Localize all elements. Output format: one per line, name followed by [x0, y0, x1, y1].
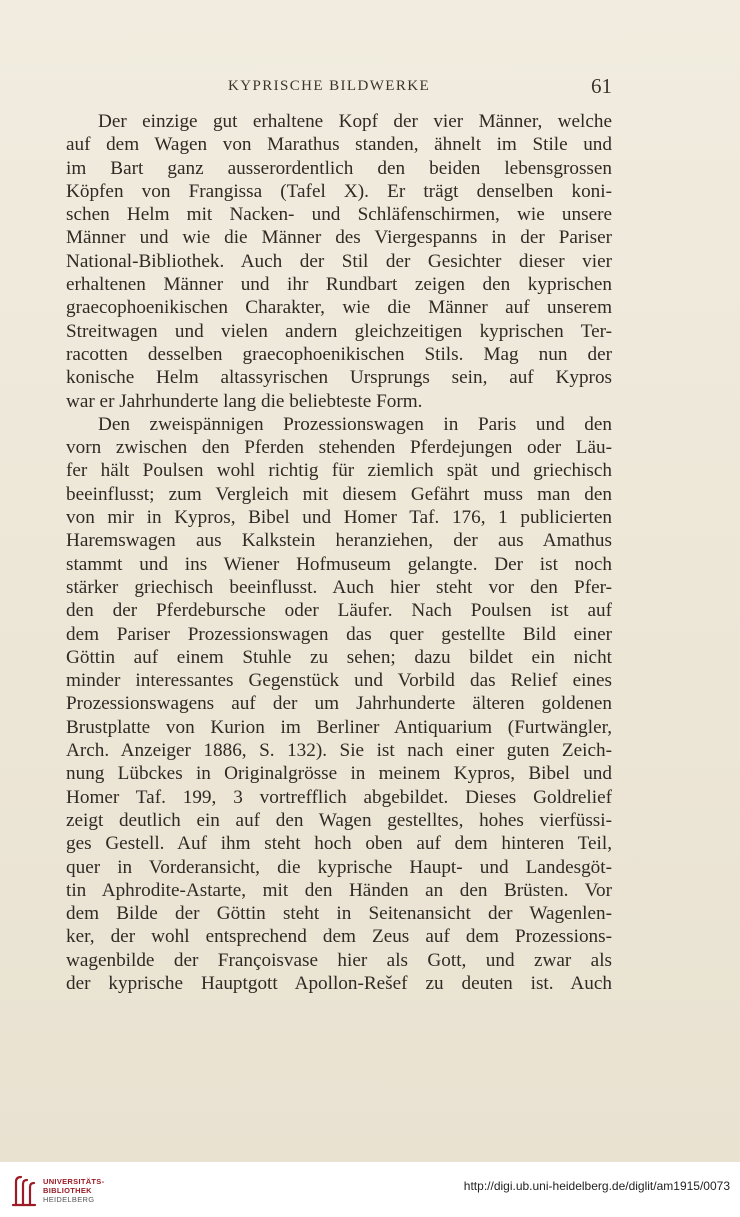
text-line: auf dem Wagen von Marathus standen, ähnelt im Stile und [66, 134, 612, 156]
text-line: Haremswagen aus Kalkstein heranziehen, der aus Amathus [66, 530, 612, 552]
footer-bar [0, 1162, 740, 1217]
text-line: wagenbilde der Françoisvase hier als Gott, und zwar als [66, 949, 612, 971]
text-line: ges Gestell. Auf ihm steht hoch oben auf dem hinteren Teil, [66, 833, 612, 855]
text-line: dem Bilde der Göttin steht in Seitenansicht der Wagenlen- [66, 903, 612, 925]
text-line: minder interessantes Gegenstück und Vorbild das Relief eines [66, 670, 612, 692]
text-line: Männer und wie die Männer des Viergespanns in der Pariser [66, 227, 612, 249]
library-name-line2: BIBLIOTHEK [43, 1186, 92, 1195]
text-line: Streitwagen und vielen andern gleichzeitigen kyprischen Ter- [66, 320, 612, 342]
text-line: National-Bibliothek. Auch der Stil der Gesichter dieser vier [66, 250, 612, 272]
body-text [66, 110, 612, 995]
text-line: graecophoenikischen Charakter, wie die Männer auf unserem [66, 297, 612, 319]
text-line: stärker griechisch beeinflusst. Auch hier steht vor den Pfer- [66, 576, 612, 598]
library-name-line3: HEIDELBERG [43, 1195, 95, 1204]
text-line: schen Helm mit Nacken- und Schläfenschirmen, wie unsere [66, 204, 612, 226]
text-line: dem Pariser Prozessionswagen das quer gestellte Bild einer [66, 623, 612, 645]
text-line: konische Helm altassyrischen Ursprungs sein, auf Kypros [66, 367, 612, 389]
text-line: Brustplatte von Kurion im Berliner Antiquarium (Furtwängler, [66, 716, 612, 738]
text-line: war er Jahrhunderte lang die beliebteste Form. [66, 390, 423, 412]
text-line: vorn zwischen den Pferden stehenden Pferdejungen oder Läu- [66, 437, 612, 459]
text-line: im Bart ganz ausserordentlich den beiden lebensgrossen [66, 157, 612, 179]
text-line: Der einzige gut erhaltene Kopf der vier Männer, welche [98, 111, 612, 132]
text-line: fer hält Poulsen wohl richtig für ziemlich spät und griechisch [66, 460, 612, 482]
heidelberg-library-logo-icon [10, 1172, 38, 1208]
text-line: Homer Taf. 199, 3 vortrefflich abgebildet. Dieses Goldrelief [66, 786, 612, 808]
text-line: racotten desselben graecophoenikischen Stils. Mag nun der [66, 343, 612, 365]
text-line: tin Aphrodite-Astarte, mit den Händen an den Brüsten. Vor [66, 879, 612, 901]
library-name-line1: UNIVERSITÄTS- [43, 1177, 105, 1186]
text-line: ker, der wohl entsprechend dem Zeus auf dem Prozessions- [66, 926, 612, 948]
text-line: Arch. Anzeiger 1886, S. 132). Sie ist nach einer guten Zeich- [66, 740, 612, 762]
text-line: erhaltenen Männer und ihr Rundbart zeigen den kyprischen [66, 274, 612, 296]
text-line: beeinflusst; zum Vergleich mit diesem Gefährt muss man den [66, 483, 612, 505]
page-number: 61 [591, 74, 612, 98]
text-line: der kyprische Hauptgott Apollon-Rešef zu deuten ist. Auch [66, 972, 612, 994]
page-header [66, 74, 612, 102]
text-line: nung Lübckes in Originalgrösse in meinem Kypros, Bibel und [66, 763, 612, 785]
text-line: Prozessionswagens auf der um Jahrhunderte älteren goldenen [66, 693, 612, 715]
running-head: KYPRISCHE BILDWERKE [228, 78, 431, 94]
library-name [43, 1177, 104, 1204]
text-line: zeigt deutlich ein auf den Wagen gestelltes, hohes vierfüssi- [66, 809, 612, 831]
text-line: von mir in Kypros, Bibel und Homer Taf. 176, 1 publicierten [66, 507, 612, 529]
text-line: stammt und ins Wiener Hofmuseum gelangte. Der ist noch [66, 553, 612, 575]
permalink-url[interactable]: http://digi.ub.uni-heidelberg.de/diglit/am1915/0073 [463, 1179, 730, 1193]
text-line: Köpfen von Frangissa (Tafel X). Er trägt denselben koni- [66, 180, 612, 202]
text-line: Den zweispännigen Prozessionswagen in Paris und den [98, 413, 612, 435]
text-line: den der Pferdebursche oder Läufer. Nach Poulsen ist auf [66, 600, 612, 622]
text-line: quer in Vorderansicht, die kyprische Haupt- und Landesgöt- [66, 856, 612, 878]
text-line: Göttin auf einem Stuhle zu sehen; dazu bildet ein nicht [66, 646, 612, 668]
